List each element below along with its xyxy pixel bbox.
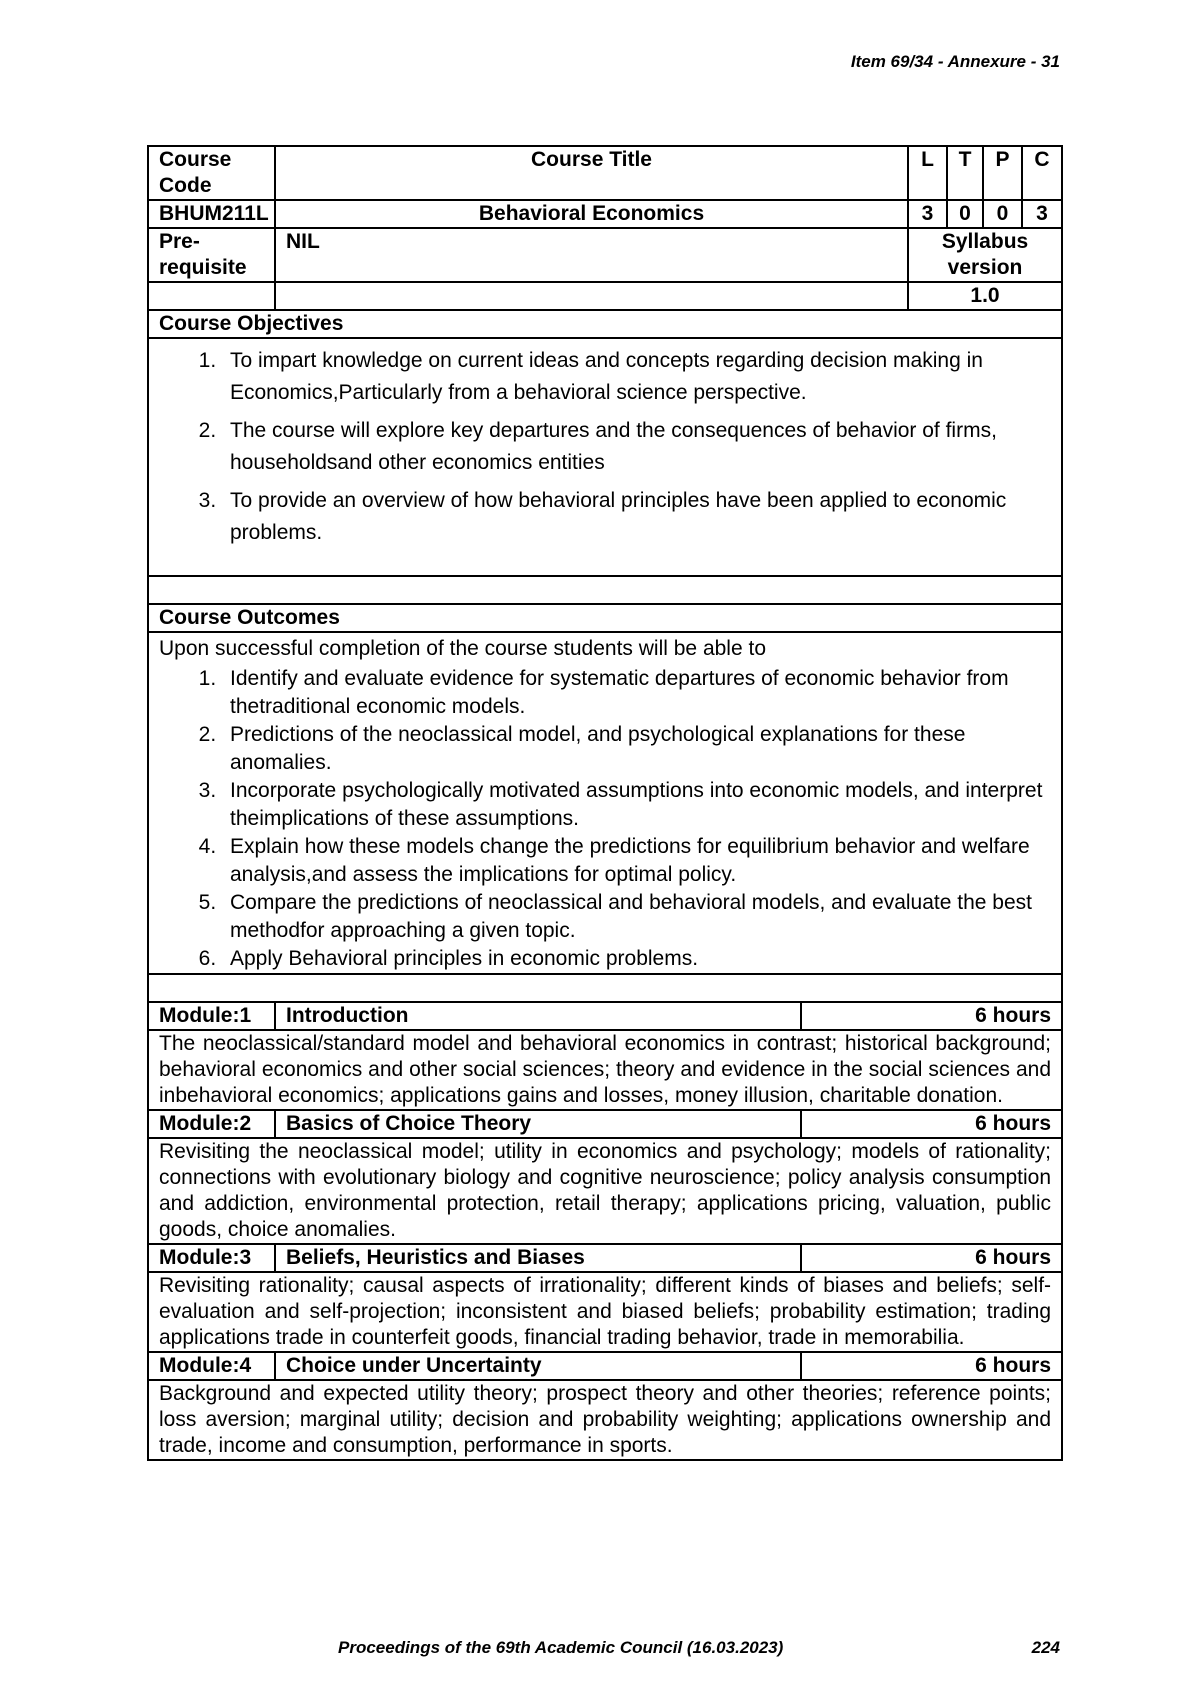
- syllabus-table: [147, 145, 1063, 1461]
- module-body-row: [148, 1272, 1062, 1352]
- module-label: Module:1: [148, 1002, 275, 1030]
- outcomes-intro: Upon successful completion of the course students will be able to: [159, 637, 767, 660]
- prerequisite-label: Pre-requisite: [148, 228, 275, 282]
- course-title-label: Course Title: [275, 146, 908, 200]
- outcomes-list: [159, 665, 1051, 973]
- prerequisite-row: [148, 228, 1062, 282]
- objectives-list: [159, 345, 1051, 549]
- module-body-row: [148, 1030, 1062, 1110]
- objectives-heading: Course Objectives: [148, 310, 1062, 338]
- module-title: Basics of Choice Theory: [275, 1110, 801, 1138]
- empty-cell: [148, 282, 275, 310]
- module-header-row: [148, 1352, 1062, 1380]
- outcome-item: 3. Incorporate psychologically motivated assumptions into economic models, and interpret theimplications of these assumptions.: [222, 777, 1051, 833]
- syllabus-version-row: [148, 282, 1062, 310]
- course-header-row: [148, 146, 1062, 200]
- module-body-row: [148, 1138, 1062, 1244]
- course-title: Behavioral Economics: [275, 200, 908, 228]
- module-hours: 6 hours: [801, 1002, 1062, 1030]
- outcomes-heading-row: [148, 604, 1062, 632]
- annexure-reference: Item 69/34 - Annexure - 31: [850, 52, 1060, 71]
- ltpc-label-t: T: [947, 146, 983, 200]
- empty-cell: [148, 576, 1062, 604]
- outcome-item: 4. Explain how these models change the predictions for equilibrium behavior and welfare analysis,and assess the implications for optimal policy.: [222, 833, 1051, 889]
- module-header-row: [148, 1002, 1062, 1030]
- module-description: Background and expected utility theory; prospect theory and other theories; reference points; loss aversion; marginal utility; decision and probability weighting; applications ownership and trade, income and consumption, performance in sports.: [148, 1380, 1062, 1460]
- ltpc-value-l: 3: [908, 200, 947, 228]
- objectives-body-row: [148, 338, 1062, 576]
- course-code-label: Course Code: [148, 146, 275, 200]
- outcome-item: 6. Apply Behavioral principles in economic problems.: [222, 945, 1051, 973]
- objective-item: 1. To impart knowledge on current ideas and concepts regarding decision making in Economics,Particularly from a behavioral science perspective.: [222, 345, 1051, 409]
- module-description: The neoclassical/standard model and behavioral economics in contrast; historical background; behavioral economics and other social sciences; theory and evidence in the social sciences and inbehavioral economics; applications gains and losses, money illusion, charitable donation.: [148, 1030, 1062, 1110]
- objectives-heading-row: [148, 310, 1062, 338]
- ltpc-label-l: L: [908, 146, 947, 200]
- ltpc-value-t: 0: [947, 200, 983, 228]
- outcome-item: 5. Compare the predictions of neoclassical and behavioral models, and evaluate the best methodfor approaching a given topic.: [222, 889, 1051, 945]
- course-code: BHUM211L: [148, 200, 275, 228]
- ltpc-value-c: 3: [1022, 200, 1062, 228]
- course-value-row: [148, 200, 1062, 228]
- ltpc-label-p: P: [983, 146, 1022, 200]
- spacer-row: [148, 974, 1062, 1002]
- ltpc-label-c: C: [1022, 146, 1062, 200]
- module-description: Revisiting the neoclassical model; utility in economics and psychology; models of rationality; connections with evolutionary biology and cognitive neuroscience; policy analysis consumption and addiction, environmental protection, retail therapy; applications pricing, valuation, public goods, choice anomalies.: [148, 1138, 1062, 1244]
- module-label: Module:4: [148, 1352, 275, 1380]
- module-hours: 6 hours: [801, 1110, 1062, 1138]
- ltpc-value-p: 0: [983, 200, 1022, 228]
- module-body-row: [148, 1380, 1062, 1460]
- objectives-body: [148, 338, 1062, 576]
- outcomes-body: [148, 632, 1062, 974]
- module-hours: 6 hours: [801, 1244, 1062, 1272]
- module-label: Module:3: [148, 1244, 275, 1272]
- outcomes-heading: Course Outcomes: [148, 604, 1062, 632]
- module-title: Beliefs, Heuristics and Biases: [275, 1244, 801, 1272]
- module-label: Module:2: [148, 1110, 275, 1138]
- empty-cell: [148, 974, 1062, 1002]
- outcome-item: 2. Predictions of the neoclassical model, and psychological explanations for these anomalies.: [222, 721, 1051, 777]
- module-title: Introduction: [275, 1002, 801, 1030]
- prerequisite-value: NIL: [275, 228, 908, 282]
- module-header-row: [148, 1244, 1062, 1272]
- syllabus-version-label: Syllabus version: [908, 228, 1062, 282]
- objective-item: 3. To provide an overview of how behavioral principles have been applied to economic problems.: [222, 485, 1051, 549]
- objective-item: 2. The course will explore key departures and the consequences of behavior of firms, householdsand other economics entities: [222, 415, 1051, 479]
- proceedings-footer: Proceedings of the 69th Academic Council (16.03.2023): [338, 1638, 784, 1657]
- module-header-row: [148, 1110, 1062, 1138]
- module-description: Revisiting rationality; causal aspects of irrationality; different kinds of biases and beliefs; self-evaluation and self-projection; inconsistent and biased beliefs; probability estimation; trading applications trade in counterfeit goods, financial trading behavior, trade in memorabilia.: [148, 1272, 1062, 1352]
- outcomes-body-row: [148, 632, 1062, 974]
- module-title: Choice under Uncertainty: [275, 1352, 801, 1380]
- empty-cell: [275, 282, 908, 310]
- syllabus-version-value: 1.0: [908, 282, 1062, 310]
- module-hours: 6 hours: [801, 1352, 1062, 1380]
- outcome-item: 1. Identify and evaluate evidence for systematic departures of economic behavior from thetraditional economic models.: [222, 665, 1051, 721]
- page-number: 224: [1031, 1638, 1060, 1657]
- spacer-row: [148, 576, 1062, 604]
